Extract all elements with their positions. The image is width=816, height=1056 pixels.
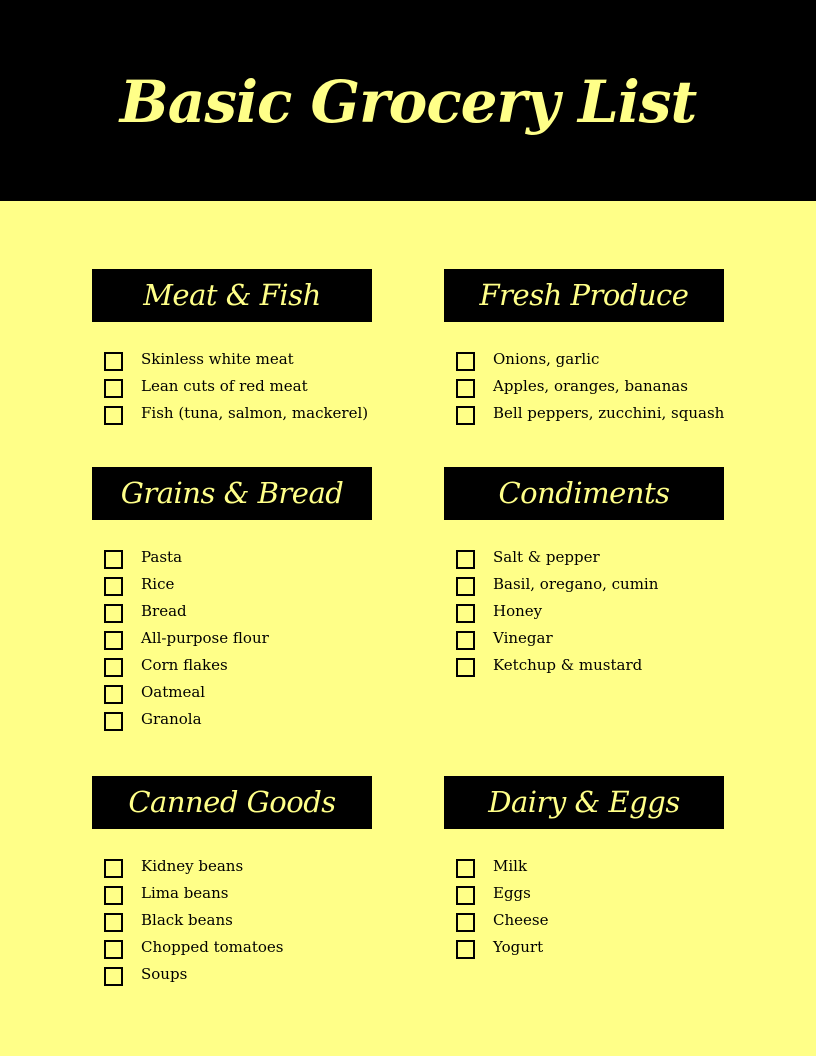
checkbox[interactable]: [456, 940, 475, 959]
checkbox[interactable]: [104, 577, 123, 596]
item-label: Chopped tomatoes: [141, 937, 284, 956]
checkbox[interactable]: [456, 658, 475, 677]
section-title: Dairy & Eggs: [488, 785, 680, 819]
checkbox[interactable]: [456, 550, 475, 569]
checkbox[interactable]: [104, 604, 123, 623]
item-label: Lima beans: [141, 883, 229, 902]
checkbox[interactable]: [104, 550, 123, 569]
section-meat-fish: [92, 269, 372, 426]
checkbox[interactable]: [104, 658, 123, 677]
checklist-item[interactable]: [444, 651, 724, 678]
checklist-item[interactable]: [444, 570, 724, 597]
checklist-item[interactable]: [444, 879, 724, 906]
checkbox[interactable]: [456, 604, 475, 623]
checklist: [444, 345, 724, 426]
checklist-item[interactable]: [92, 570, 372, 597]
checklist: [92, 543, 372, 732]
item-label: Onions, garlic: [493, 349, 600, 368]
checklist-item[interactable]: [92, 372, 372, 399]
checklist-item[interactable]: [92, 960, 372, 987]
checkbox[interactable]: [456, 913, 475, 932]
checkbox[interactable]: [456, 352, 475, 371]
checklist-item[interactable]: [444, 345, 724, 372]
checklist: [444, 852, 724, 960]
checkbox[interactable]: [456, 886, 475, 905]
item-label: Oatmeal: [141, 682, 206, 701]
checkbox[interactable]: [456, 406, 475, 425]
item-label: Soups: [141, 964, 188, 983]
section-canned-goods: [92, 776, 372, 987]
checklist-item[interactable]: [444, 372, 724, 399]
item-label: Basil, oregano, cumin: [493, 574, 659, 593]
checkbox[interactable]: [456, 379, 475, 398]
checkbox[interactable]: [456, 859, 475, 878]
checklist-item[interactable]: [92, 678, 372, 705]
section-header: [92, 467, 372, 520]
item-label: Eggs: [493, 883, 531, 902]
checkbox[interactable]: [104, 685, 123, 704]
checkbox[interactable]: [104, 967, 123, 986]
item-label: Skinless white meat: [141, 349, 294, 368]
checkbox[interactable]: [104, 940, 123, 959]
checklist-item[interactable]: [92, 879, 372, 906]
checkbox[interactable]: [104, 913, 123, 932]
checklist: [92, 852, 372, 987]
section-title: Fresh Produce: [479, 278, 689, 312]
checkbox[interactable]: [104, 859, 123, 878]
checklist-item[interactable]: [92, 852, 372, 879]
checklist-item[interactable]: [92, 597, 372, 624]
checklist-item[interactable]: [444, 852, 724, 879]
checklist-item[interactable]: [92, 933, 372, 960]
section-header: [444, 776, 724, 829]
section-header: [444, 269, 724, 322]
section-title: Condiments: [498, 476, 670, 510]
section-header: [92, 269, 372, 322]
item-label: Yogurt: [493, 937, 544, 956]
item-label: Rice: [141, 574, 175, 593]
checkbox[interactable]: [104, 379, 123, 398]
item-label: Lean cuts of red meat: [141, 376, 308, 395]
item-label: Honey: [493, 601, 543, 620]
checklist-item[interactable]: [444, 543, 724, 570]
item-label: Milk: [493, 856, 528, 875]
item-label: All-purpose flour: [141, 628, 269, 647]
item-label: Cheese: [493, 910, 549, 929]
checkbox[interactable]: [104, 886, 123, 905]
item-label: Vinegar: [493, 628, 553, 647]
checklist-item[interactable]: [92, 705, 372, 732]
section-header: [444, 467, 724, 520]
item-label: Fish (tuna, salmon, mackerel): [141, 403, 369, 422]
checklist-item[interactable]: [92, 906, 372, 933]
section-grains-bread: [92, 467, 372, 732]
checkbox[interactable]: [456, 577, 475, 596]
section-title: Meat & Fish: [143, 278, 321, 312]
checklist-item[interactable]: [92, 543, 372, 570]
checklist-item[interactable]: [444, 597, 724, 624]
item-label: Pasta: [141, 547, 183, 566]
checklist-item[interactable]: [92, 345, 372, 372]
checklist-item[interactable]: [444, 906, 724, 933]
section-title: Canned Goods: [128, 785, 336, 819]
page-title: Basic Grocery List: [119, 67, 697, 136]
section-condiments: [444, 467, 724, 678]
item-label: Granola: [141, 709, 202, 728]
header-banner: [0, 0, 816, 201]
checklist-item[interactable]: [444, 933, 724, 960]
section-title: Grains & Bread: [120, 476, 344, 510]
item-label: Apples, oranges, bananas: [493, 376, 688, 395]
item-label: Corn flakes: [141, 655, 228, 674]
section-header: [92, 776, 372, 829]
item-label: Black beans: [141, 910, 233, 929]
item-label: Ketchup & mustard: [493, 655, 643, 674]
section-fresh-produce: [444, 269, 724, 426]
checklist-item[interactable]: [92, 651, 372, 678]
item-label: Bread: [141, 601, 187, 620]
checkbox[interactable]: [104, 712, 123, 731]
item-label: Salt & pepper: [493, 547, 600, 566]
checkbox[interactable]: [104, 406, 123, 425]
checklist-item[interactable]: [444, 399, 724, 426]
checklist: [444, 543, 724, 678]
item-label: Kidney beans: [141, 856, 244, 875]
checklist-item[interactable]: [92, 624, 372, 651]
checkbox[interactable]: [456, 631, 475, 650]
checkbox[interactable]: [104, 352, 123, 371]
checklist-item[interactable]: [92, 399, 372, 426]
item-label: Bell peppers, zucchini, squash: [493, 403, 725, 422]
section-dairy-eggs: [444, 776, 724, 960]
checklist: [92, 345, 372, 426]
checkbox[interactable]: [104, 631, 123, 650]
checklist-item[interactable]: [444, 624, 724, 651]
